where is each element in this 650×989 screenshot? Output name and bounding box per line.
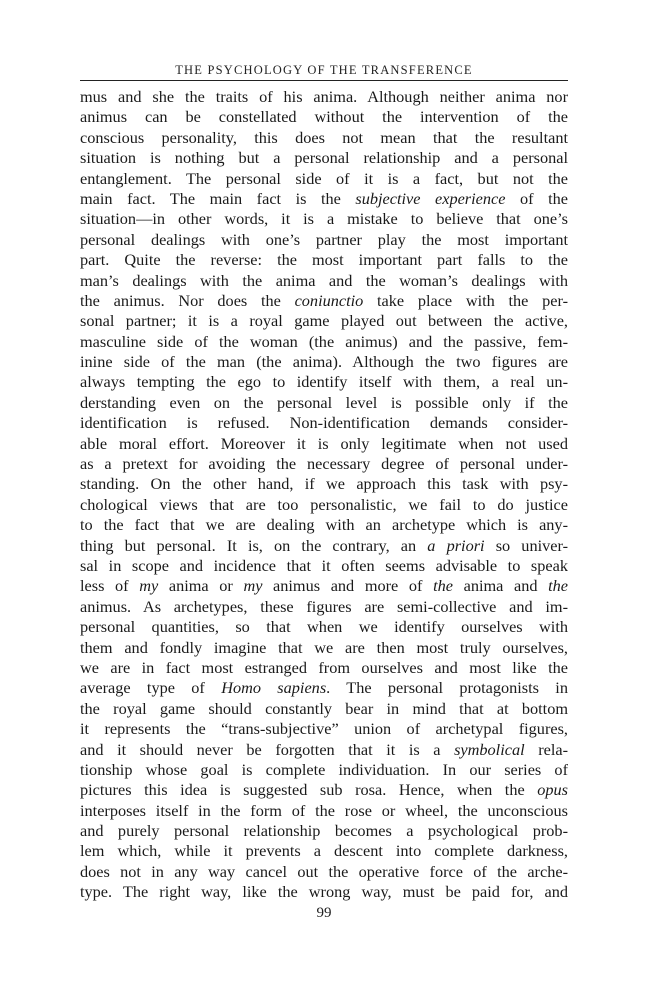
text-line: mus and she the traits of his anima. Although neither anima nor bbox=[80, 87, 568, 106]
text-line: masculine side of the woman (the animus) and the passive, fem- bbox=[80, 331, 568, 351]
text-line: standing. On the other hand, if we approach this task with psy- bbox=[80, 474, 568, 494]
text-line: thing but personal. It is, on the contrary, an a priori so univer- bbox=[80, 535, 568, 555]
text-line: entanglement. The personal side of it is a fact, but not the bbox=[80, 168, 568, 188]
text-line: sal in scope and incidence that it often seems advisable to speak bbox=[80, 555, 568, 575]
text-line: identification is refused. Non-identification demands consider- bbox=[80, 413, 568, 433]
text-line: less of my anima or my animus and more of the anima and the bbox=[80, 576, 568, 596]
body-paragraph bbox=[80, 87, 568, 903]
text-line: man’s dealings with the anima and the woman’s dealings with bbox=[80, 270, 568, 290]
text-line: sonal partner; it is a royal game played out between the active, bbox=[80, 311, 568, 331]
text-line: we are in fact most estranged from ourselves and most like the bbox=[80, 657, 568, 677]
text-line: part. Quite the reverse: the most important part falls to the bbox=[80, 250, 568, 270]
header-rule bbox=[80, 80, 568, 81]
text-line: main fact. The main fact is the subjective experience of the bbox=[80, 188, 568, 208]
text-line: does not in any way cancel out the operative force of the arche- bbox=[80, 861, 568, 881]
text-line: the royal game should constantly bear in mind that at bottom bbox=[80, 698, 568, 718]
text-line: lem which, while it prevents a descent into complete darkness, bbox=[80, 841, 568, 861]
running-head: THE PSYCHOLOGY OF THE TRANSFERENCE bbox=[175, 63, 473, 77]
text-line: tionship whose goal is complete individuation. In our series of bbox=[80, 759, 568, 779]
text-line: animus. As archetypes, these figures are semi-collective and im- bbox=[80, 596, 568, 616]
text-line: as a pretext for avoiding the necessary degree of personal under- bbox=[80, 454, 568, 474]
text-line: able moral effort. Moreover it is only legitimate when not used bbox=[80, 433, 568, 453]
text-line: it represents the “trans-subjective” union of archetypal figures, bbox=[80, 719, 568, 739]
text-line: interposes itself in the form of the rose or wheel, the unconscious bbox=[80, 800, 568, 820]
text-line: and it should never be forgotten that it is a symbolical rela- bbox=[80, 739, 568, 759]
text-line: and purely personal relationship becomes a psychological prob- bbox=[80, 821, 568, 841]
text-line: inine side of the man (the anima). Although the two figures are bbox=[80, 352, 568, 372]
text-line: animus can be constellated without the intervention of the bbox=[80, 107, 568, 127]
text-line: them and fondly imagine that we are then most truly ourselves, bbox=[80, 637, 568, 657]
text-line: personal dealings with one’s partner play the most important bbox=[80, 229, 568, 249]
text-line: conscious personality, this does not mean that the resultant bbox=[80, 127, 568, 147]
text-line: to the fact that we are dealing with an archetype which is any- bbox=[80, 515, 568, 535]
page-number: 99 bbox=[316, 904, 332, 921]
text-line: derstanding even on the personal level is possible only if the bbox=[80, 392, 568, 412]
text-line: situation is nothing but a personal relationship and a personal bbox=[80, 148, 568, 168]
text-line: chological views that are too personalistic, we fail to do justice bbox=[80, 494, 568, 514]
text-line: average type of Homo sapiens. The personal protagonists in bbox=[80, 678, 568, 698]
text-line: always tempting the ego to identify itself with them, a real un- bbox=[80, 372, 568, 392]
text-line: pictures this idea is suggested sub rosa. Hence, when the opus bbox=[80, 780, 568, 800]
text-line: situation—in other words, it is a mistake to believe that one’s bbox=[80, 209, 568, 229]
text-line: personal quantities, so that when we identify ourselves with bbox=[80, 617, 568, 637]
book-page bbox=[80, 62, 568, 923]
text-line: type. The right way, like the wrong way, must be paid for, and bbox=[80, 882, 568, 902]
text-line: the animus. Nor does the coniunctio take place with the per- bbox=[80, 290, 568, 310]
